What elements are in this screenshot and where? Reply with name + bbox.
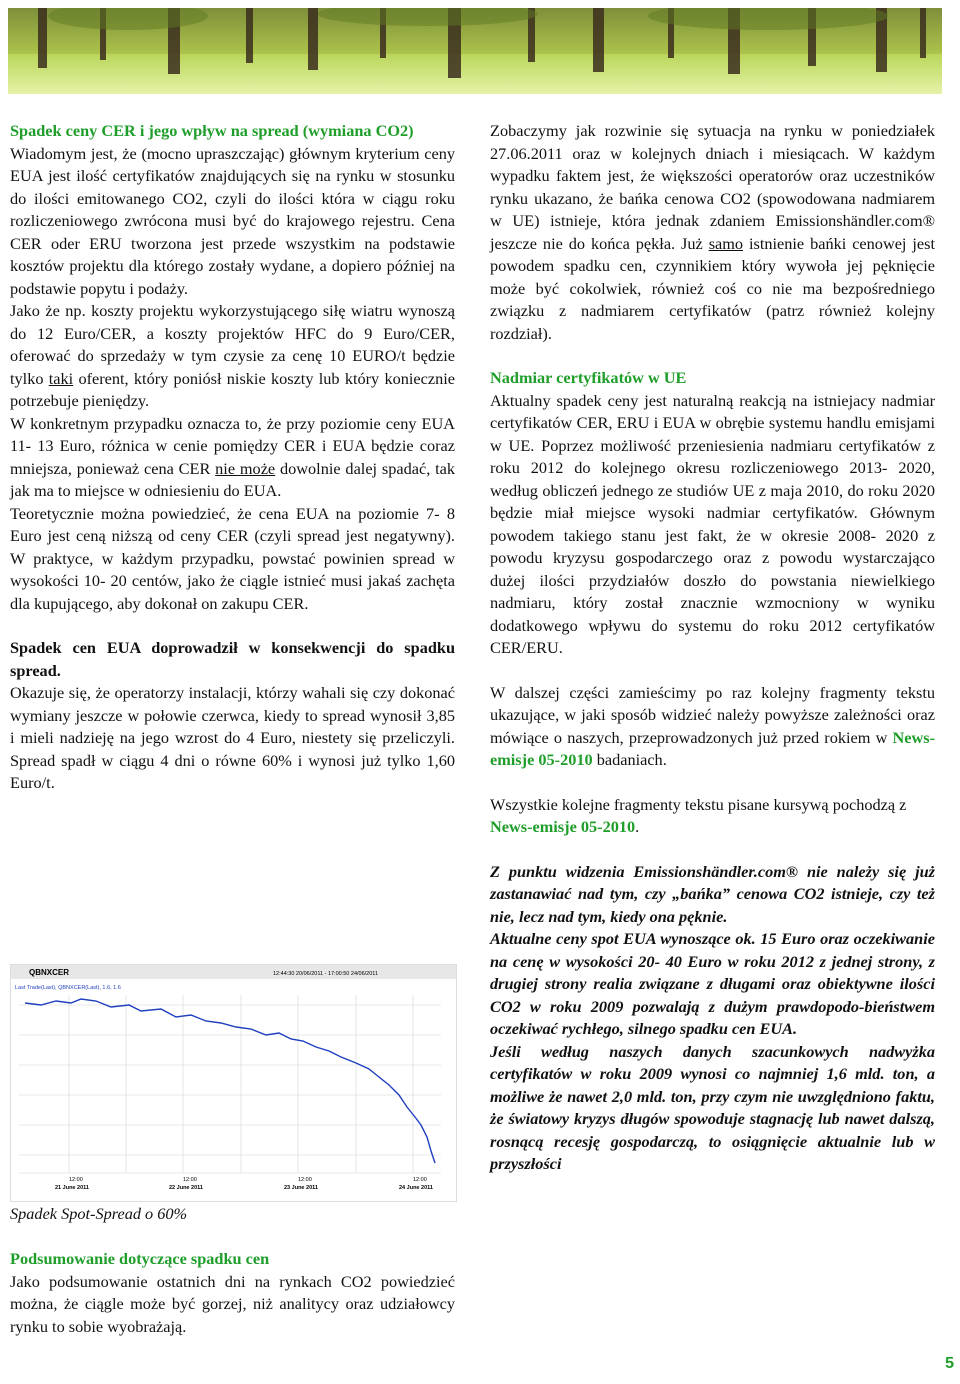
paragraph: W konkretnym przypadku oznacza to, że przy poziomie ceny EUA 11- 13 Euro, różnica w cenie pomiędzy CER i EUA będzie coraz mniejsza, ponieważ cena CER nie może dowolnie dalej spadać, tak jak ma to miejsce w odniesieniu do EUA.	[10, 413, 455, 500]
x-tick-label: 12:00	[298, 1177, 312, 1183]
news-link[interactable]: News-emisje 05-2010	[490, 817, 636, 836]
chart-x-axis	[55, 1177, 433, 1191]
paragraph: Jako podsumowanie ostatnich dni na rynkach CO2 powiedzieć można, że ciągle może być gorzej, niż analitycy oraz udziałowcy rynku to sobie wyobrażają.	[10, 1271, 455, 1336]
left-column	[10, 120, 455, 795]
page-number: 5	[945, 1355, 954, 1372]
paragraph: Jako że np. koszty projektu wykorzystującego siłę wiatru wynoszą do 12 Euro/CER, a koszty projektów HFC do 9 Euro/CER, oferować do sprzedaży w tym czysie za cenę 10 EURO/t będzie tylko taki oferent, który poniósł niskie koszty lub który koniecznie potrzebuje pieniędzy.	[10, 301, 455, 410]
paragraph: Aktualny spadek ceny jest naturalną reakcją na istniejacy nadmiar certyfikatów CER, ERU i EUA w obrębie systemu handlu emisjami w UE. Poprzez możliwość przeniesienia nadmiaru certyfikatów z roku 2012 do kolejnego okresu rozliczeniowego 2013- 2020, według obliczeń jednego ze studiów UE z maja 2010, do roku 2020 będzie miał miejsce wysoki nadmiar certyfikatów. Głównym powodem takiego stanu jest fakt, że w okresie 2008- 2020 z powodu kryzysu gospodarczego oraz z powodu wystarczająco dużej ilości przydziałów doszło do powstania niewielkiego nadmiaru, który został znacznie wzmocniony w wyniku dodatkowego wpływu do systemu do roku 2012 certyfikatów CER/ERU.	[490, 390, 935, 657]
section-heading: Podsumowanie dotyczące spadku cen	[10, 1249, 270, 1268]
chart-legend: Last Trade(Last), QBNXCER(Last), 1.6, 1.6	[15, 985, 121, 991]
chart-title-bar	[11, 965, 456, 979]
summary-block	[10, 1248, 455, 1338]
paragraph: Wiadomym jest, że (mocno upraszczając) głównym kryterium ceny EUA jest ilość certyfikatów znajdujących się na rynku w stosunku do ilości emitowanego CO2, czyli do ilości która w ciągu roku rozliczeniowego zwrócona musi być do krajowego rejestru. Cena CER oder ERU tworzona jest przede wszystkim na podstawie kosztów projektu dla którego zostały wydane, a dopiero później na podstawie popytu i podaży.	[10, 143, 455, 298]
spread-line	[25, 999, 435, 1163]
forest-banner-image	[8, 8, 942, 94]
section-heading: Spadek ceny CER i jego wpływ na spread (wymiana CO2)	[10, 121, 414, 140]
x-tick-label: 24 June 2011	[399, 1185, 433, 1191]
paragraph: Wszystkie kolejne fragmenty tekstu pisane kursywą pochodzą z News-emisje 05-2010.	[490, 794, 907, 836]
x-tick-label: 12:00	[69, 1177, 83, 1183]
section-heading: Nadmiar certyfikatów w UE	[490, 368, 687, 387]
paragraph: Okazuje się, że operatorzy instalacji, którzy wahali się czy dokonać wymiany jeszcze w połowie czerwca, kiedy to spread wynosił 3,85 i mieli nadzieję na jego wzrost do 4 Euro, niestety się przeliczyli. Spread spadł w ciągu 4 dni o równe 60% i wynosi już tylko 1,60 Euro/t.	[10, 683, 455, 792]
chart-grid	[19, 995, 441, 1173]
x-tick-label: 21 June 2011	[55, 1185, 89, 1191]
italic-quote: Jeśli według naszych danych szacunkowych nadwyżka certyfikatów w roku 2009 wynosi co najmniej 1,6 mld. ton, a możliwe że nawet 2,0 mld. ton, przy czym nie uwzględniono faktu, że światowy kryzys długów spowoduje stagnację lub nawet dalszą, rosnącą recesję gospodarczą, to osiągnięcie aktualnie lub w przyszłości	[490, 1041, 935, 1173]
italic-quote: Aktualne ceny spot EUA wynoszące ok. 15 Euro oraz oczekiwanie na cenę w wysokości 20- 40 Euro w roku 2012 z jednej strony, z drugiej strony realia związane z długami oraz obiektywne ilości CO2 w roku 2009 pozwalają z dużym prawdopodo-bieństwem oczekiwać rychłego, silnego spadku cen EUA.	[490, 929, 935, 1038]
italic-quote: Z punktu widzenia Emissionshändler.com® nie należy się już zastanawiać nad tym, czy „bańka” cenowa CO2 istnieje, czy też nie, lecz nad tym, kiedy ona pęknie.	[490, 861, 935, 926]
price-chart	[10, 964, 457, 1202]
right-column	[490, 120, 935, 1176]
paragraph: Teoretycznie można powiedzieć, że cena EUA na poziomie 7- 8 Euro jest ceną niższą od ceny CER (czyli spread jest negatywny). W praktyce, w każdym przypadku, powstać powinien spread w wysokości 10- 20 centów, jako że ciągle istnieć musi jakaś zachęta dla kupującego, aby dokonał on zakupu CER.	[10, 503, 455, 613]
chart-caption: Spadek Spot-Spread o 60%	[10, 1204, 188, 1223]
news-link[interactable]: News-emisje 05-2010	[490, 727, 935, 769]
paragraph: W dalszej części zamieścimy po raz kolejny fragmenty tekstu ukazujące, w jaki sposób widzieć należy powyższe zależności oraz mówiące o naszych, przeprowadzonych już przed rokiem w News-emisje 05-2010 badaniach.	[490, 682, 935, 769]
x-tick-label: 23 June 2011	[284, 1185, 318, 1191]
x-tick-label: 22 June 2011	[169, 1185, 203, 1191]
paragraph: Zobaczymy jak rozwinie się sytuacja na rynku w poniedziałek 27.06.2011 oraz w kolejnych dniach i miesiącach. W każdym wypadku faktem jest, że większości operatorów oraz uczestników rynku ukazano, że bańka cenowa CO2 (spowodowana nadmiarem w UE) istnieje, która jednak zdaniem Emissionshändler.com® jeszcze nie do końca pękła. Już samo istnienie bańki cenowej jest powodem spadku cen, czynnikiem który wywoła jej pęknięcie może być cokolwiek, również coś co nie ma bezpośredniego związku z nadmiarem certyfikatów (patrz również kolejny rozdział).	[490, 121, 935, 343]
section-heading: Spadek cen EUA doprowadził w konsekwencji do spadku spread.	[10, 638, 455, 680]
chart-title: QBNXCER	[29, 968, 70, 977]
x-tick-label: 12:00	[413, 1177, 427, 1183]
chart-time-range: 12:44:30 20/06/2011 - 17:00:50 24/06/2011	[273, 971, 378, 977]
x-tick-label: 12:00	[183, 1177, 197, 1183]
